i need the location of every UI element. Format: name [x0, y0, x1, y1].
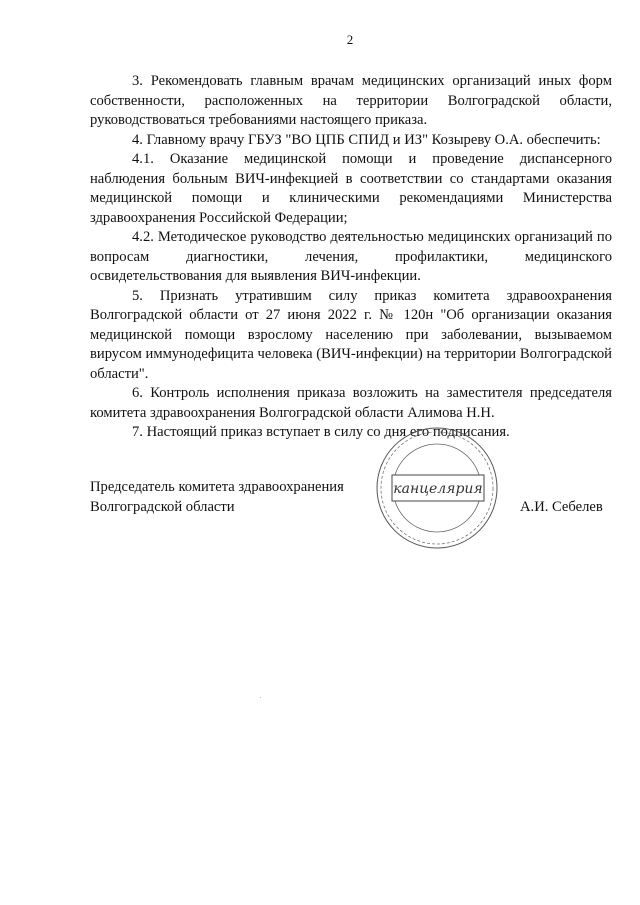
signatory-position-line2: Волгоградской области	[90, 498, 235, 515]
stamp-label: канцелярия	[393, 481, 483, 497]
paragraph-6: 6. Контроль исполнения приказа возложить на заместителя председателя комитета здравоохранения Волгоградской области Алимова Н.Н.	[90, 385, 612, 421]
office-stamp	[374, 425, 500, 551]
scan-mark	[260, 697, 261, 698]
signature-block	[90, 478, 630, 538]
signatory-position	[90, 478, 380, 517]
page-number: 2	[346, 32, 354, 47]
paragraph-4-2: 4.2. Методическое руководство деятельностью медицинских организаций по вопросам диагностики, лечения, профилактики, медицинского освидетельствования для выявления ВИЧ-инфекции.	[90, 229, 612, 284]
signatory-position-line1: Председатель комитета здравоохранения	[90, 479, 344, 495]
paragraph-3: 3. Рекомендовать главным врачам медицинских организаций иных форм собственности, расположенных на территории Волгоградской области, руководствоваться требованиями настоящего приказа.	[90, 73, 612, 128]
signatory-name: А.И. Себелев	[520, 498, 603, 515]
paragraph-5: 5. Признать утратившим силу приказ комитета здравоохранения Волгоградской области от 27 июня 2022 г. № 120н "Об организации оказания медицинской помощи взрослому населению при заболевании, вызываемом вирусом иммунодефицита человека (ВИЧ-инфекции) на территории Волгоградской области".	[90, 287, 612, 382]
paragraph-4: 4. Главному врачу ГБУЗ "ВО ЦПБ СПИД и ИЗ" Козыреву О.А. обеспечить:	[132, 131, 601, 148]
paragraph-7: 7. Настоящий приказ вступает в силу со дня его подписания.	[132, 424, 510, 440]
order-body	[90, 72, 612, 443]
paragraph-4-1: 4.1. Оказание медицинской помощи и проведение диспансерного наблюдения больным ВИЧ-инфекцией в соответствии со стандартами оказания медицинской помощи и клиническими рекомендациями Министерства здравоохранения Российской Федерации;	[90, 151, 612, 226]
